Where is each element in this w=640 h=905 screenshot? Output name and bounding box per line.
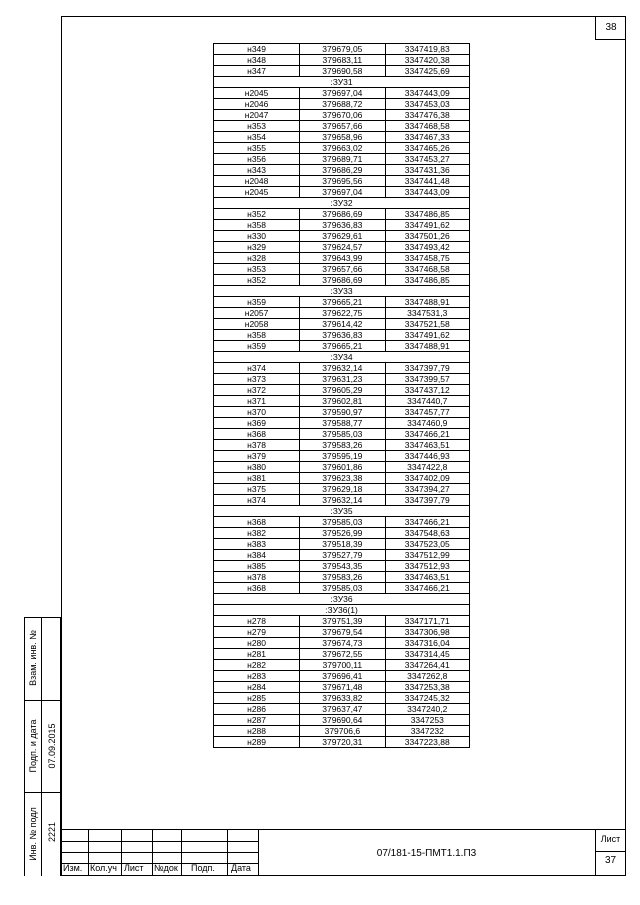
table-row: [214, 462, 470, 473]
podp-data-label: Подп. и дата: [28, 719, 38, 773]
x-coordinate-cell: 379629,18: [300, 484, 385, 495]
point-name-cell: н280: [214, 638, 300, 649]
x-coordinate-cell: 379527,79: [300, 550, 385, 561]
section-label: :ЗУ32: [214, 198, 470, 209]
point-name-cell: н370: [214, 407, 300, 418]
y-coordinate-cell: 3347443,09: [385, 187, 469, 198]
table-row: [214, 165, 470, 176]
x-coordinate-cell: 379665,21: [300, 297, 385, 308]
sheet-label: Лист: [600, 834, 621, 844]
point-name-cell: н328: [214, 253, 300, 264]
table-row: [214, 297, 470, 308]
x-coordinate-cell: 379526,99: [300, 528, 385, 539]
side-strip: [24, 617, 61, 876]
x-coordinate-cell: 379665,21: [300, 341, 385, 352]
y-coordinate-cell: 3347491,62: [385, 220, 469, 231]
x-coordinate-cell: 379683,11: [300, 55, 385, 66]
x-coordinate-cell: 379590,97: [300, 407, 385, 418]
page-number-top: [595, 16, 626, 40]
table-row: [214, 385, 470, 396]
table-row: [214, 550, 470, 561]
table-row: [214, 319, 470, 330]
x-coordinate-cell: 379614,42: [300, 319, 385, 330]
table-row: [214, 253, 470, 264]
point-name-cell: н356: [214, 154, 300, 165]
y-coordinate-cell: 3347476,38: [385, 110, 469, 121]
section-label: :ЗУ31: [214, 77, 470, 88]
x-coordinate-cell: 379690,58: [300, 66, 385, 77]
y-coordinate-cell: 3347264,41: [385, 660, 469, 671]
section-row: [214, 506, 470, 517]
x-coordinate-cell: 379657,66: [300, 264, 385, 275]
table-row: [214, 704, 470, 715]
y-coordinate-cell: 3347171,71: [385, 616, 469, 627]
x-coordinate-cell: 379602,81: [300, 396, 385, 407]
signature-date: 07.09.2015: [47, 723, 57, 769]
y-coordinate-cell: 3347463,51: [385, 440, 469, 451]
x-coordinate-cell: 379518,39: [300, 539, 385, 550]
point-name-cell: н2048: [214, 176, 300, 187]
x-coordinate-cell: 379670,06: [300, 110, 385, 121]
table-row: [214, 187, 470, 198]
y-coordinate-cell: 3347488,91: [385, 297, 469, 308]
x-coordinate-cell: 379696,41: [300, 671, 385, 682]
point-name-cell: н380: [214, 462, 300, 473]
x-coordinate-cell: 379697,04: [300, 187, 385, 198]
table-row: [214, 418, 470, 429]
y-coordinate-cell: 3347468,58: [385, 264, 469, 275]
point-name-cell: н358: [214, 330, 300, 341]
y-coordinate-cell: 3347466,21: [385, 517, 469, 528]
point-name-cell: н384: [214, 550, 300, 561]
table-row: [214, 528, 470, 539]
x-coordinate-cell: 379672,55: [300, 649, 385, 660]
table-row: [214, 121, 470, 132]
table-row: [214, 363, 470, 374]
point-name-cell: н355: [214, 143, 300, 154]
y-coordinate-cell: 3347420,38: [385, 55, 469, 66]
koluch-label: Кол.уч: [90, 863, 117, 873]
x-coordinate-cell: 379686,69: [300, 275, 385, 286]
y-coordinate-cell: 3347548,63: [385, 528, 469, 539]
y-coordinate-cell: 3347253: [385, 715, 469, 726]
point-name-cell: н279: [214, 627, 300, 638]
y-coordinate-cell: 3347245,32: [385, 693, 469, 704]
y-coordinate-cell: 3347467,33: [385, 132, 469, 143]
section-label: :ЗУ34: [214, 352, 470, 363]
x-coordinate-cell: 379658,96: [300, 132, 385, 143]
point-name-cell: н374: [214, 363, 300, 374]
x-coordinate-cell: 379751,39: [300, 616, 385, 627]
ndok-label: №док: [154, 863, 178, 873]
y-coordinate-cell: 3347223,88: [385, 737, 469, 748]
table-row: [214, 242, 470, 253]
x-coordinate-cell: 379583,26: [300, 572, 385, 583]
x-coordinate-cell: 379679,54: [300, 627, 385, 638]
table-row: [214, 726, 470, 737]
y-coordinate-cell: 3347466,21: [385, 583, 469, 594]
y-coordinate-cell: 3347419,83: [385, 44, 469, 55]
y-coordinate-cell: 3347486,85: [385, 209, 469, 220]
point-name-cell: н358: [214, 220, 300, 231]
table-row: [214, 539, 470, 550]
point-name-cell: н278: [214, 616, 300, 627]
point-name-cell: н374: [214, 495, 300, 506]
point-name-cell: н347: [214, 66, 300, 77]
x-coordinate-cell: 379700,11: [300, 660, 385, 671]
point-name-cell: н329: [214, 242, 300, 253]
y-coordinate-cell: 3347460,9: [385, 418, 469, 429]
x-coordinate-cell: 379686,69: [300, 209, 385, 220]
x-coordinate-cell: 379633,82: [300, 693, 385, 704]
y-coordinate-cell: 3347253,38: [385, 682, 469, 693]
point-name-cell: н330: [214, 231, 300, 242]
section-label: :ЗУ33: [214, 286, 470, 297]
point-name-cell: н353: [214, 121, 300, 132]
table-row: [214, 154, 470, 165]
x-coordinate-cell: 379674,73: [300, 638, 385, 649]
x-coordinate-cell: 379706,6: [300, 726, 385, 737]
x-coordinate-cell: 379679,05: [300, 44, 385, 55]
y-coordinate-cell: 3347458,75: [385, 253, 469, 264]
y-coordinate-cell: 3347523,05: [385, 539, 469, 550]
data-label: Дата: [231, 863, 251, 873]
x-coordinate-cell: 379588,77: [300, 418, 385, 429]
x-coordinate-cell: 379636,83: [300, 330, 385, 341]
y-coordinate-cell: 3347468,58: [385, 121, 469, 132]
x-coordinate-cell: 379632,14: [300, 363, 385, 374]
table-row: [214, 682, 470, 693]
section-row: [214, 198, 470, 209]
table-row: [214, 275, 470, 286]
table-row: [214, 484, 470, 495]
point-name-cell: н378: [214, 440, 300, 451]
point-name-cell: н368: [214, 429, 300, 440]
x-coordinate-cell: 379690,64: [300, 715, 385, 726]
x-coordinate-cell: 379689,71: [300, 154, 385, 165]
section-row: [214, 594, 470, 605]
table-row: [214, 671, 470, 682]
point-name-cell: н288: [214, 726, 300, 737]
table-row: [214, 88, 470, 99]
point-name-cell: н286: [214, 704, 300, 715]
table-row: [214, 616, 470, 627]
inv-podl-number: 2221: [47, 821, 57, 843]
point-name-cell: н282: [214, 660, 300, 671]
y-coordinate-cell: 3347402,09: [385, 473, 469, 484]
x-coordinate-cell: 379629,61: [300, 231, 385, 242]
point-name-cell: н368: [214, 583, 300, 594]
x-coordinate-cell: 379671,48: [300, 682, 385, 693]
podp-label: Подп.: [191, 863, 215, 873]
x-coordinate-cell: 379624,57: [300, 242, 385, 253]
page-number-text: 38: [605, 22, 617, 33]
x-coordinate-cell: 379686,29: [300, 165, 385, 176]
section-label: :ЗУ36(1): [214, 605, 470, 616]
table-row: [214, 209, 470, 220]
document-code: 07/181-15-ПМТ1.1.П3: [376, 847, 477, 859]
table-row: [214, 440, 470, 451]
table-row: [214, 396, 470, 407]
table-row: [214, 561, 470, 572]
point-name-cell: н352: [214, 275, 300, 286]
table-row: [214, 693, 470, 704]
section-label: :ЗУ35: [214, 506, 470, 517]
section-row: [214, 352, 470, 363]
table-row: [214, 407, 470, 418]
y-coordinate-cell: 3347399,57: [385, 374, 469, 385]
x-coordinate-cell: 379595,19: [300, 451, 385, 462]
table-row: [214, 231, 470, 242]
x-coordinate-cell: 379585,03: [300, 583, 385, 594]
table-row: [214, 429, 470, 440]
point-name-cell: н2047: [214, 110, 300, 121]
point-name-cell: н385: [214, 561, 300, 572]
y-coordinate-cell: 3347306,98: [385, 627, 469, 638]
y-coordinate-cell: 3347463,51: [385, 572, 469, 583]
y-coordinate-cell: 3347501,26: [385, 231, 469, 242]
x-coordinate-cell: 379657,66: [300, 121, 385, 132]
y-coordinate-cell: 3347394,27: [385, 484, 469, 495]
y-coordinate-cell: 3347446,93: [385, 451, 469, 462]
point-name-cell: н359: [214, 341, 300, 352]
table-row: [214, 517, 470, 528]
point-name-cell: н368: [214, 517, 300, 528]
y-coordinate-cell: 3347425,69: [385, 66, 469, 77]
y-coordinate-cell: 3347453,27: [385, 154, 469, 165]
table-row: [214, 66, 470, 77]
point-name-cell: н281: [214, 649, 300, 660]
table-row: [214, 341, 470, 352]
x-coordinate-cell: 379583,26: [300, 440, 385, 451]
y-coordinate-cell: 3347431,36: [385, 165, 469, 176]
point-name-cell: н2045: [214, 187, 300, 198]
section-label: :ЗУ36: [214, 594, 470, 605]
coordinates-table: [213, 43, 470, 748]
y-coordinate-cell: 3347240,2: [385, 704, 469, 715]
y-coordinate-cell: 3347466,21: [385, 429, 469, 440]
table-row: [214, 473, 470, 484]
y-coordinate-cell: 3347397,79: [385, 363, 469, 374]
x-coordinate-cell: 379688,72: [300, 99, 385, 110]
x-coordinate-cell: 379720,31: [300, 737, 385, 748]
x-coordinate-cell: 379623,38: [300, 473, 385, 484]
table-row: [214, 44, 470, 55]
y-coordinate-cell: 3347486,85: [385, 275, 469, 286]
table-row: [214, 99, 470, 110]
x-coordinate-cell: 379637,47: [300, 704, 385, 715]
table-row: [214, 660, 470, 671]
point-name-cell: н369: [214, 418, 300, 429]
x-coordinate-cell: 379622,75: [300, 308, 385, 319]
y-coordinate-cell: 3347441,48: [385, 176, 469, 187]
list-label: Лист: [124, 863, 144, 873]
y-coordinate-cell: 3347397,79: [385, 495, 469, 506]
point-name-cell: н381: [214, 473, 300, 484]
x-coordinate-cell: 379643,99: [300, 253, 385, 264]
point-name-cell: н373: [214, 374, 300, 385]
point-name-cell: н285: [214, 693, 300, 704]
izm-label: Изм.: [63, 863, 83, 873]
vzam-inv-label: Взам. инв. №: [28, 630, 38, 686]
point-name-cell: н371: [214, 396, 300, 407]
y-coordinate-cell: 3347531,3: [385, 308, 469, 319]
point-name-cell: н382: [214, 528, 300, 539]
table-row: [214, 583, 470, 594]
point-name-cell: н379: [214, 451, 300, 462]
y-coordinate-cell: 3347453,03: [385, 99, 469, 110]
y-coordinate-cell: 3347232: [385, 726, 469, 737]
section-row: [214, 605, 470, 616]
x-coordinate-cell: 379601,86: [300, 462, 385, 473]
x-coordinate-cell: 379543,35: [300, 561, 385, 572]
point-name-cell: н2046: [214, 99, 300, 110]
table-row: [214, 55, 470, 66]
point-name-cell: н2057: [214, 308, 300, 319]
point-name-cell: н284: [214, 682, 300, 693]
point-name-cell: н349: [214, 44, 300, 55]
section-row: [214, 77, 470, 88]
x-coordinate-cell: 379585,03: [300, 429, 385, 440]
point-name-cell: н383: [214, 539, 300, 550]
y-coordinate-cell: 3347512,99: [385, 550, 469, 561]
table-row: [214, 572, 470, 583]
y-coordinate-cell: 3347437,12: [385, 385, 469, 396]
x-coordinate-cell: 379636,83: [300, 220, 385, 231]
y-coordinate-cell: 3347262,8: [385, 671, 469, 682]
x-coordinate-cell: 379663,02: [300, 143, 385, 154]
point-name-cell: н359: [214, 297, 300, 308]
point-name-cell: н352: [214, 209, 300, 220]
point-name-cell: н2045: [214, 88, 300, 99]
y-coordinate-cell: 3347316,04: [385, 638, 469, 649]
table-row: [214, 627, 470, 638]
x-coordinate-cell: 379585,03: [300, 517, 385, 528]
table-row: [214, 374, 470, 385]
table-row: [214, 264, 470, 275]
y-coordinate-cell: 3347443,09: [385, 88, 469, 99]
table-row: [214, 176, 470, 187]
y-coordinate-cell: 3347521,58: [385, 319, 469, 330]
sheet-number: 37: [604, 855, 617, 866]
section-row: [214, 286, 470, 297]
y-coordinate-cell: 3347512,93: [385, 561, 469, 572]
point-name-cell: н283: [214, 671, 300, 682]
x-coordinate-cell: 379632,14: [300, 495, 385, 506]
point-name-cell: н378: [214, 572, 300, 583]
table-row: [214, 220, 470, 231]
y-coordinate-cell: 3347493,42: [385, 242, 469, 253]
point-name-cell: н2058: [214, 319, 300, 330]
point-name-cell: н375: [214, 484, 300, 495]
table-row: [214, 110, 470, 121]
table-row: [214, 451, 470, 462]
point-name-cell: н287: [214, 715, 300, 726]
table-row: [214, 495, 470, 506]
point-name-cell: н353: [214, 264, 300, 275]
x-coordinate-cell: 379631,23: [300, 374, 385, 385]
table-row: [214, 132, 470, 143]
y-coordinate-cell: 3347422,8: [385, 462, 469, 473]
table-row: [214, 638, 470, 649]
point-name-cell: н289: [214, 737, 300, 748]
table-row: [214, 143, 470, 154]
x-coordinate-cell: 379697,04: [300, 88, 385, 99]
point-name-cell: н348: [214, 55, 300, 66]
point-name-cell: н343: [214, 165, 300, 176]
table-row: [214, 715, 470, 726]
point-name-cell: н372: [214, 385, 300, 396]
table-row: [214, 308, 470, 319]
table-row: [214, 330, 470, 341]
y-coordinate-cell: 3347457,77: [385, 407, 469, 418]
y-coordinate-cell: 3347465,26: [385, 143, 469, 154]
table-row: [214, 649, 470, 660]
y-coordinate-cell: 3347491,62: [385, 330, 469, 341]
y-coordinate-cell: 3347314,45: [385, 649, 469, 660]
x-coordinate-cell: 379695,56: [300, 176, 385, 187]
x-coordinate-cell: 379605,29: [300, 385, 385, 396]
y-coordinate-cell: 3347440,7: [385, 396, 469, 407]
point-name-cell: н354: [214, 132, 300, 143]
table-row: [214, 737, 470, 748]
y-coordinate-cell: 3347488,91: [385, 341, 469, 352]
inv-podl-label: Инв. № подл: [28, 807, 38, 861]
